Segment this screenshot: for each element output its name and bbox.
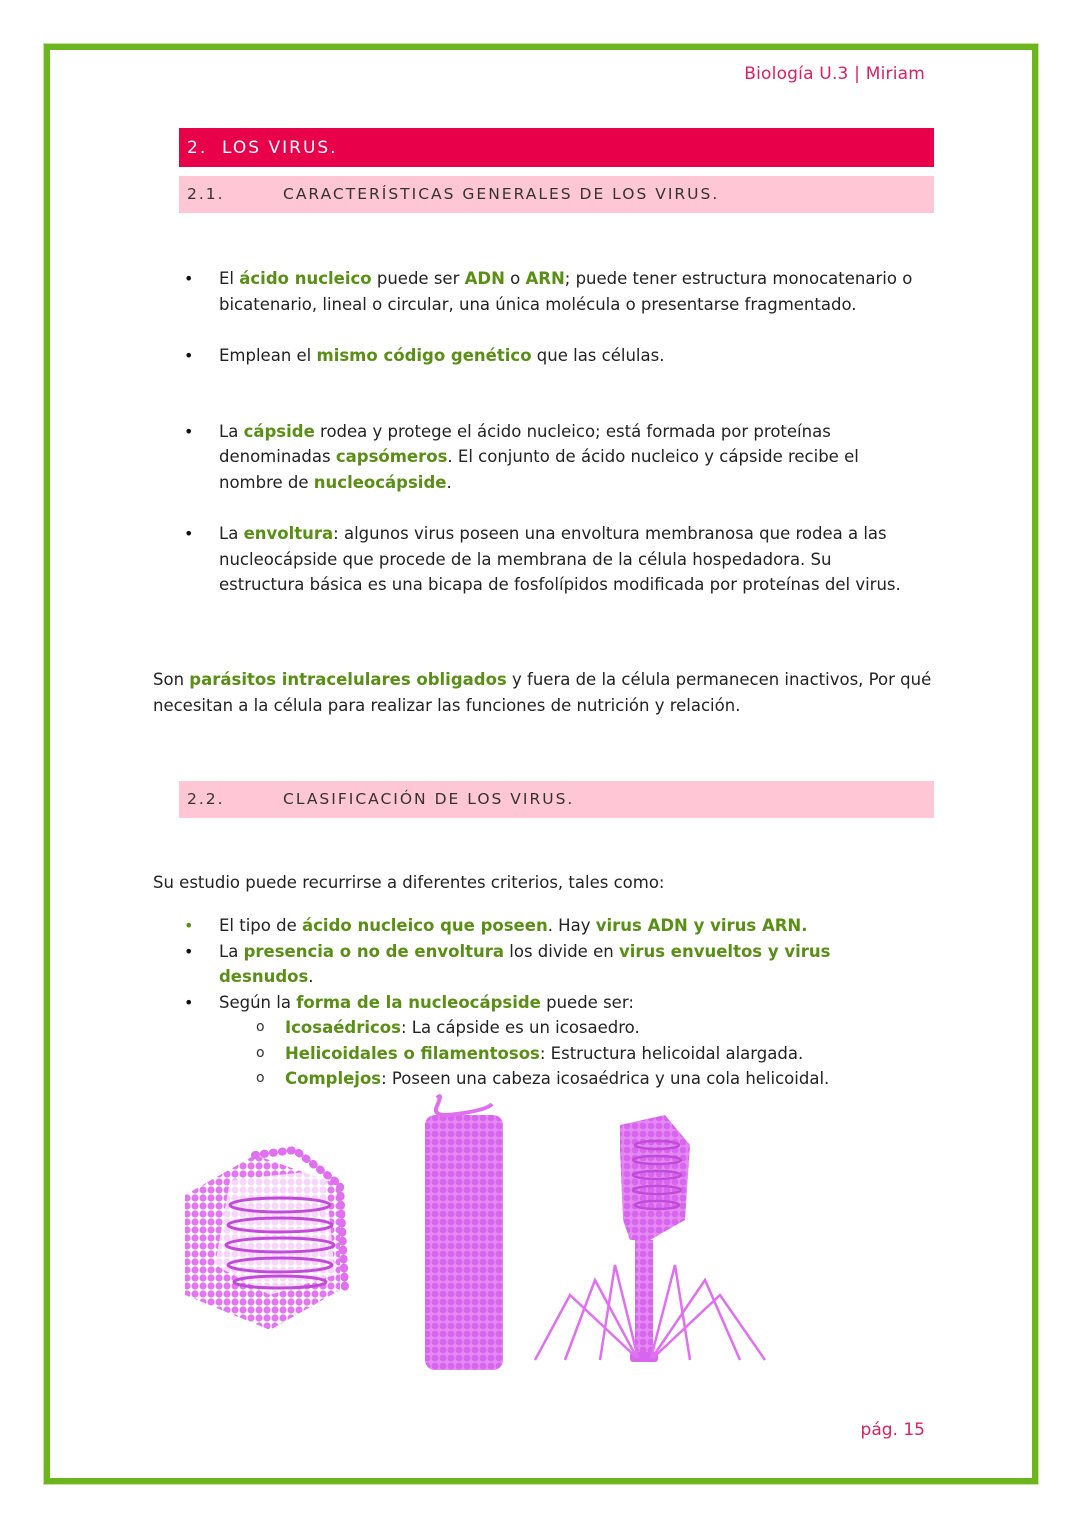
icosahedral-virus-icon — [185, 1150, 345, 1330]
sub-list-item — [256, 1066, 920, 1092]
subsection-heading-2-1 — [179, 176, 934, 213]
subsection-number: 2.1. — [187, 185, 225, 203]
text-run: La — [219, 421, 244, 441]
text-run: : Estructura helicoidal alargada. — [539, 1043, 804, 1063]
text-run: El — [219, 269, 240, 288]
text-run: . — [446, 472, 452, 492]
page-number: pág. 15 — [860, 1420, 925, 1440]
sub-list-item — [256, 1015, 920, 1041]
list-item — [180, 913, 920, 939]
circle-bullet-icon: o — [256, 1019, 265, 1035]
list-item — [180, 266, 920, 317]
text-run: : Poseen una cabeza icosaédrica y una cola helicoidal. — [381, 1069, 830, 1088]
bullet-icon: • — [184, 916, 194, 935]
bullet-icon: • — [184, 992, 194, 1012]
text-run: o — [504, 269, 526, 288]
virus-figures — [175, 1090, 815, 1380]
classification-intro: Su estudio puede recurrirse a diferentes criterios, tales como: — [153, 873, 665, 892]
text-run: . Hay — [547, 916, 596, 935]
text-run: Según la — [219, 992, 297, 1012]
highlighted-term: nucleocápside — [313, 472, 447, 492]
highlighted-term: Helicoidales o filamentosos — [285, 1043, 540, 1063]
list-item — [180, 343, 920, 369]
highlighted-term: ARN — [525, 269, 565, 288]
closing-paragraph — [153, 667, 933, 719]
text-run: que las células. — [531, 346, 665, 365]
highlighted-term: mismo código genético — [316, 346, 532, 365]
text-run: La — [219, 941, 244, 961]
section-title: LOS VIRUS. — [222, 138, 338, 158]
highlighted-term: ácido nucleico que poseen — [302, 916, 548, 935]
sub-list — [256, 1015, 920, 1092]
subsection-title: CLASIFICACIÓN DE LOS VIRUS. — [283, 790, 575, 808]
characteristics-list — [180, 266, 920, 598]
list-item — [180, 990, 920, 1092]
text-run: puede ser — [371, 269, 465, 288]
text-run: . El conjunto de ácido nucleico y cápside recibe el nombre de — [219, 447, 859, 492]
subsection-number: 2.2. — [187, 790, 225, 808]
text-run: ; puede tener estructura monocatenario o bicatenario, lineal o circular, una única molécula o presentarse fragmentado. — [219, 269, 913, 314]
text-run: Son — [153, 670, 190, 689]
bullet-icon: • — [184, 269, 194, 288]
text-run: los divide en — [504, 941, 619, 961]
text-run: El tipo de — [219, 916, 302, 935]
sub-list-item — [256, 1041, 920, 1067]
highlighted-term: parásitos intracelulares obligados — [189, 670, 507, 689]
circle-bullet-icon: o — [256, 1070, 265, 1086]
highlighted-term: virus envueltos y virus desnudos — [219, 941, 831, 986]
highlighted-term: Complejos — [285, 1069, 382, 1088]
circle-bullet-icon: o — [256, 1044, 265, 1061]
section-number: 2. — [187, 138, 208, 158]
helical-virus-icon — [425, 1096, 503, 1370]
list-item — [180, 939, 920, 990]
text-run: La — [219, 524, 244, 543]
highlighted-term: ácido nucleico — [239, 269, 372, 288]
bullet-icon: • — [184, 941, 194, 961]
highlighted-term: presencia o no de envoltura — [243, 941, 505, 961]
text-run: : algunos virus poseen una envoltura membranosa que rodea a las nucleocápside que procede de la membrana de la célula hospedadora. Su estructura básica es una bicapa de fosfolípidos modificada por proteínas del virus. — [219, 524, 901, 594]
section-heading — [179, 128, 934, 167]
subsection-heading-2-2 — [179, 781, 934, 818]
text-run: rodea y protege el ácido nucleico; está formada por proteínas denominadas — [219, 421, 831, 466]
bullet-icon: • — [184, 346, 194, 365]
running-header: Biología U.3 | Miriam — [744, 64, 925, 84]
text-run: Emplean el — [219, 346, 317, 365]
classification-list — [180, 913, 920, 1092]
highlighted-term: Icosaédricos — [285, 1018, 401, 1037]
text-run: : La cápside es un icosaedro. — [400, 1018, 640, 1037]
text-run: puede ser: — [540, 992, 634, 1012]
highlighted-term: cápside — [243, 421, 315, 441]
bacteriophage-virus-icon — [535, 1115, 765, 1362]
highlighted-term: envoltura — [243, 524, 334, 543]
bullet-icon: • — [184, 421, 194, 441]
text-run: y fuera de la célula permanecen inactivos, Por qué necesitan a la célula para realizar las funciones de nutrición y relación. — [153, 670, 932, 715]
text-run: . — [308, 967, 314, 986]
list-item — [180, 521, 920, 598]
subsection-title: CARACTERÍSTICAS GENERALES DE LOS VIRUS. — [283, 185, 720, 203]
highlighted-term: ADN — [464, 269, 505, 288]
bullet-icon: • — [184, 524, 194, 543]
highlighted-term: virus ADN y virus ARN. — [595, 916, 808, 935]
list-item — [180, 419, 920, 496]
highlighted-term: forma de la nucleocápside — [296, 992, 541, 1012]
highlighted-term: capsómeros — [335, 447, 448, 466]
